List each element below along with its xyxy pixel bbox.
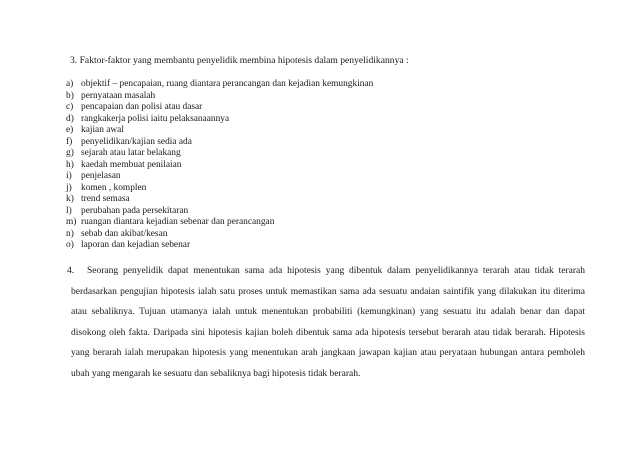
option-text: kaedah membuat penilaian — [81, 159, 182, 170]
option-text: sebab dan akibat/kesan — [81, 228, 168, 239]
option-letter: l) — [66, 205, 72, 216]
option-letter: g) — [66, 148, 74, 158]
question-4-paragraph: Seorang penyelidik dapat menentukan sama ada hipotesis yang dibentuk dalam penyelidikannya terarah atau tidak terarah berdasarkan pengujian hipotesis ialah satu proses untuk memastikan sama ada sesuatu andaian saintifik yang dilakukan itu diterima atau sebaliknya. Tujuan utamanya ialah untuk menentukan probabiliti (kemungkinan) yang sesuatu itu adalah benar dan dapat disokong oleh fakta. Daripada sini hipotesis kajian boleh dibentuk sama ada hipotesis tersebut berarah atau tidak berarah. Hipotesis yang berarah ialah merupakan hipotesis yang menentukan arah jangkaan jawapan kajian atau peryataan hubungan antara pemboleh ubah yang mengarah ke sesuatu dan sebaliknya bagi hipotesis tidak berarah. — [71, 266, 585, 379]
option-text: komen , komplen — [81, 182, 147, 193]
option-text: trend semasa — [81, 194, 130, 204]
option-letter: o) — [66, 240, 74, 250]
list-item — [66, 217, 373, 229]
list-item — [66, 79, 373, 91]
list-item — [66, 183, 373, 195]
list-item — [66, 194, 373, 206]
list-item — [66, 137, 373, 149]
option-letter: b) — [66, 90, 74, 101]
list-item — [66, 206, 373, 218]
list-item — [66, 240, 373, 252]
option-text: pernyataan masalah — [81, 90, 156, 101]
list-item — [66, 102, 373, 114]
list-item — [66, 114, 373, 126]
option-text: laporan dan kejadian sebenar — [81, 240, 191, 250]
list-item — [66, 148, 373, 160]
option-letter: h) — [66, 159, 74, 170]
question-4-number: 4. — [67, 266, 75, 276]
list-item — [66, 171, 373, 183]
list-item — [66, 229, 373, 241]
option-text: objektif – pencapaian, ruang diantara perancangan dan kejadian kemungkinan — [81, 79, 374, 89]
question-3-options — [66, 79, 373, 252]
list-item — [66, 91, 373, 103]
option-letter: m) — [66, 217, 77, 227]
option-letter: n) — [66, 228, 74, 239]
option-letter: d) — [66, 113, 74, 124]
option-letter: f) — [66, 136, 73, 147]
option-text: penyelidikan/kajian sedia ada — [81, 136, 192, 147]
option-text: ruangan diantara kejadian sebenar dan perancangan — [81, 217, 275, 227]
option-letter: e) — [66, 125, 74, 135]
option-letter: a) — [66, 79, 74, 89]
option-letter: j) — [66, 182, 72, 193]
option-text: rangkakerja polisi iaitu pelaksanaannya — [81, 113, 230, 124]
option-text: kajian awal — [81, 125, 124, 135]
option-text: perubahan pada persekitaran — [81, 205, 189, 216]
question-4 — [67, 261, 585, 384]
option-letter: c) — [66, 102, 74, 112]
option-letter: i) — [66, 171, 72, 181]
option-text: sejarah atau latar belakang — [81, 148, 181, 158]
option-text: pencapaian dan polisi atau dasar — [81, 102, 203, 112]
option-text: penjelasan — [81, 171, 121, 181]
option-letter: k) — [66, 194, 74, 204]
question-3-title: 3. Faktor-faktor yang membantu penyelidik membina hipotesis dalam penyelidikannya : — [70, 55, 409, 66]
list-item — [66, 125, 373, 137]
list-item — [66, 160, 373, 172]
